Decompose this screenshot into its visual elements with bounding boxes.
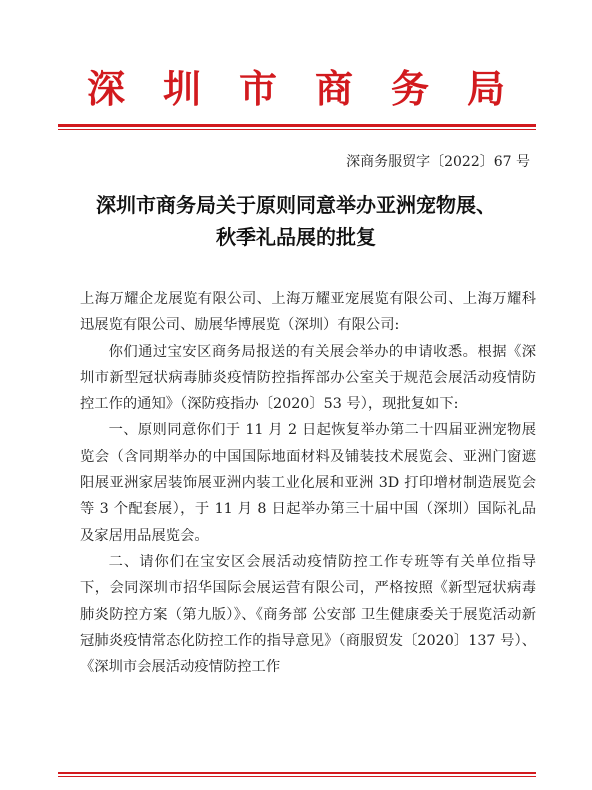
footer-rule-thin — [58, 776, 536, 777]
paragraph-3: 二、请你们在宝安区会展活动疫情防控工作专班等有关单位指导下，会同深圳市招华国际会展运营有限公司，严格按照《新型冠状病毒肺炎防控方案（第九版）》、《商务部 公安部 卫生健康委关于展览活动新冠肺炎疫情常态化防控工作的指导意见》（商服贸发〔2020〕137 号）、《深圳市会展活动疫情防控工作 — [80, 553, 536, 676]
document-body — [80, 286, 536, 680]
title-line-2: 秋季礼品展的批复 — [216, 225, 376, 249]
masthead-org-name: 深圳市商务局 — [86, 66, 543, 111]
paragraph-1: 你们通过宝安区商务局报送的有关展会举办的申请收悉。根据《深圳市新型冠状病毒肺炎疫情防控指挥部办公室关于规范会展活动疫情防控工作的通知》（深防疫指办〔2020〕53 号），现批复如下: — [80, 343, 536, 413]
document-title — [40, 189, 552, 253]
salutation: 上海万耀企龙展览有限公司、上海万耀亚宠展览有限公司、上海万耀科迅展览有限公司、励展华博展览（深圳）有限公司: — [80, 291, 536, 334]
paragraph-2: 一、原则同意你们于 11 月 2 日起恢复举办第二十四届亚洲宠物展览会（含同期举办的中国国际地面材料及铺装技术展览会、亚洲门窗遮阳展亚洲家居装饰展亚洲内装工业化展和亚洲 3D 打印增材制造展览会等 3 个配套展），于 11 月 8 日起举办第三十届中国（深圳）国际礼品及家居用品展览会。 — [80, 422, 536, 544]
document-number: 深商务服贸字〔2022〕67 号 — [346, 154, 530, 170]
masthead-rule-thick — [58, 124, 536, 127]
title-line-1: 深圳市商务局关于原则同意举办亚洲宠物展、 — [96, 193, 496, 217]
footer-rule-thick — [58, 772, 536, 774]
masthead-rule-thin — [58, 129, 536, 130]
